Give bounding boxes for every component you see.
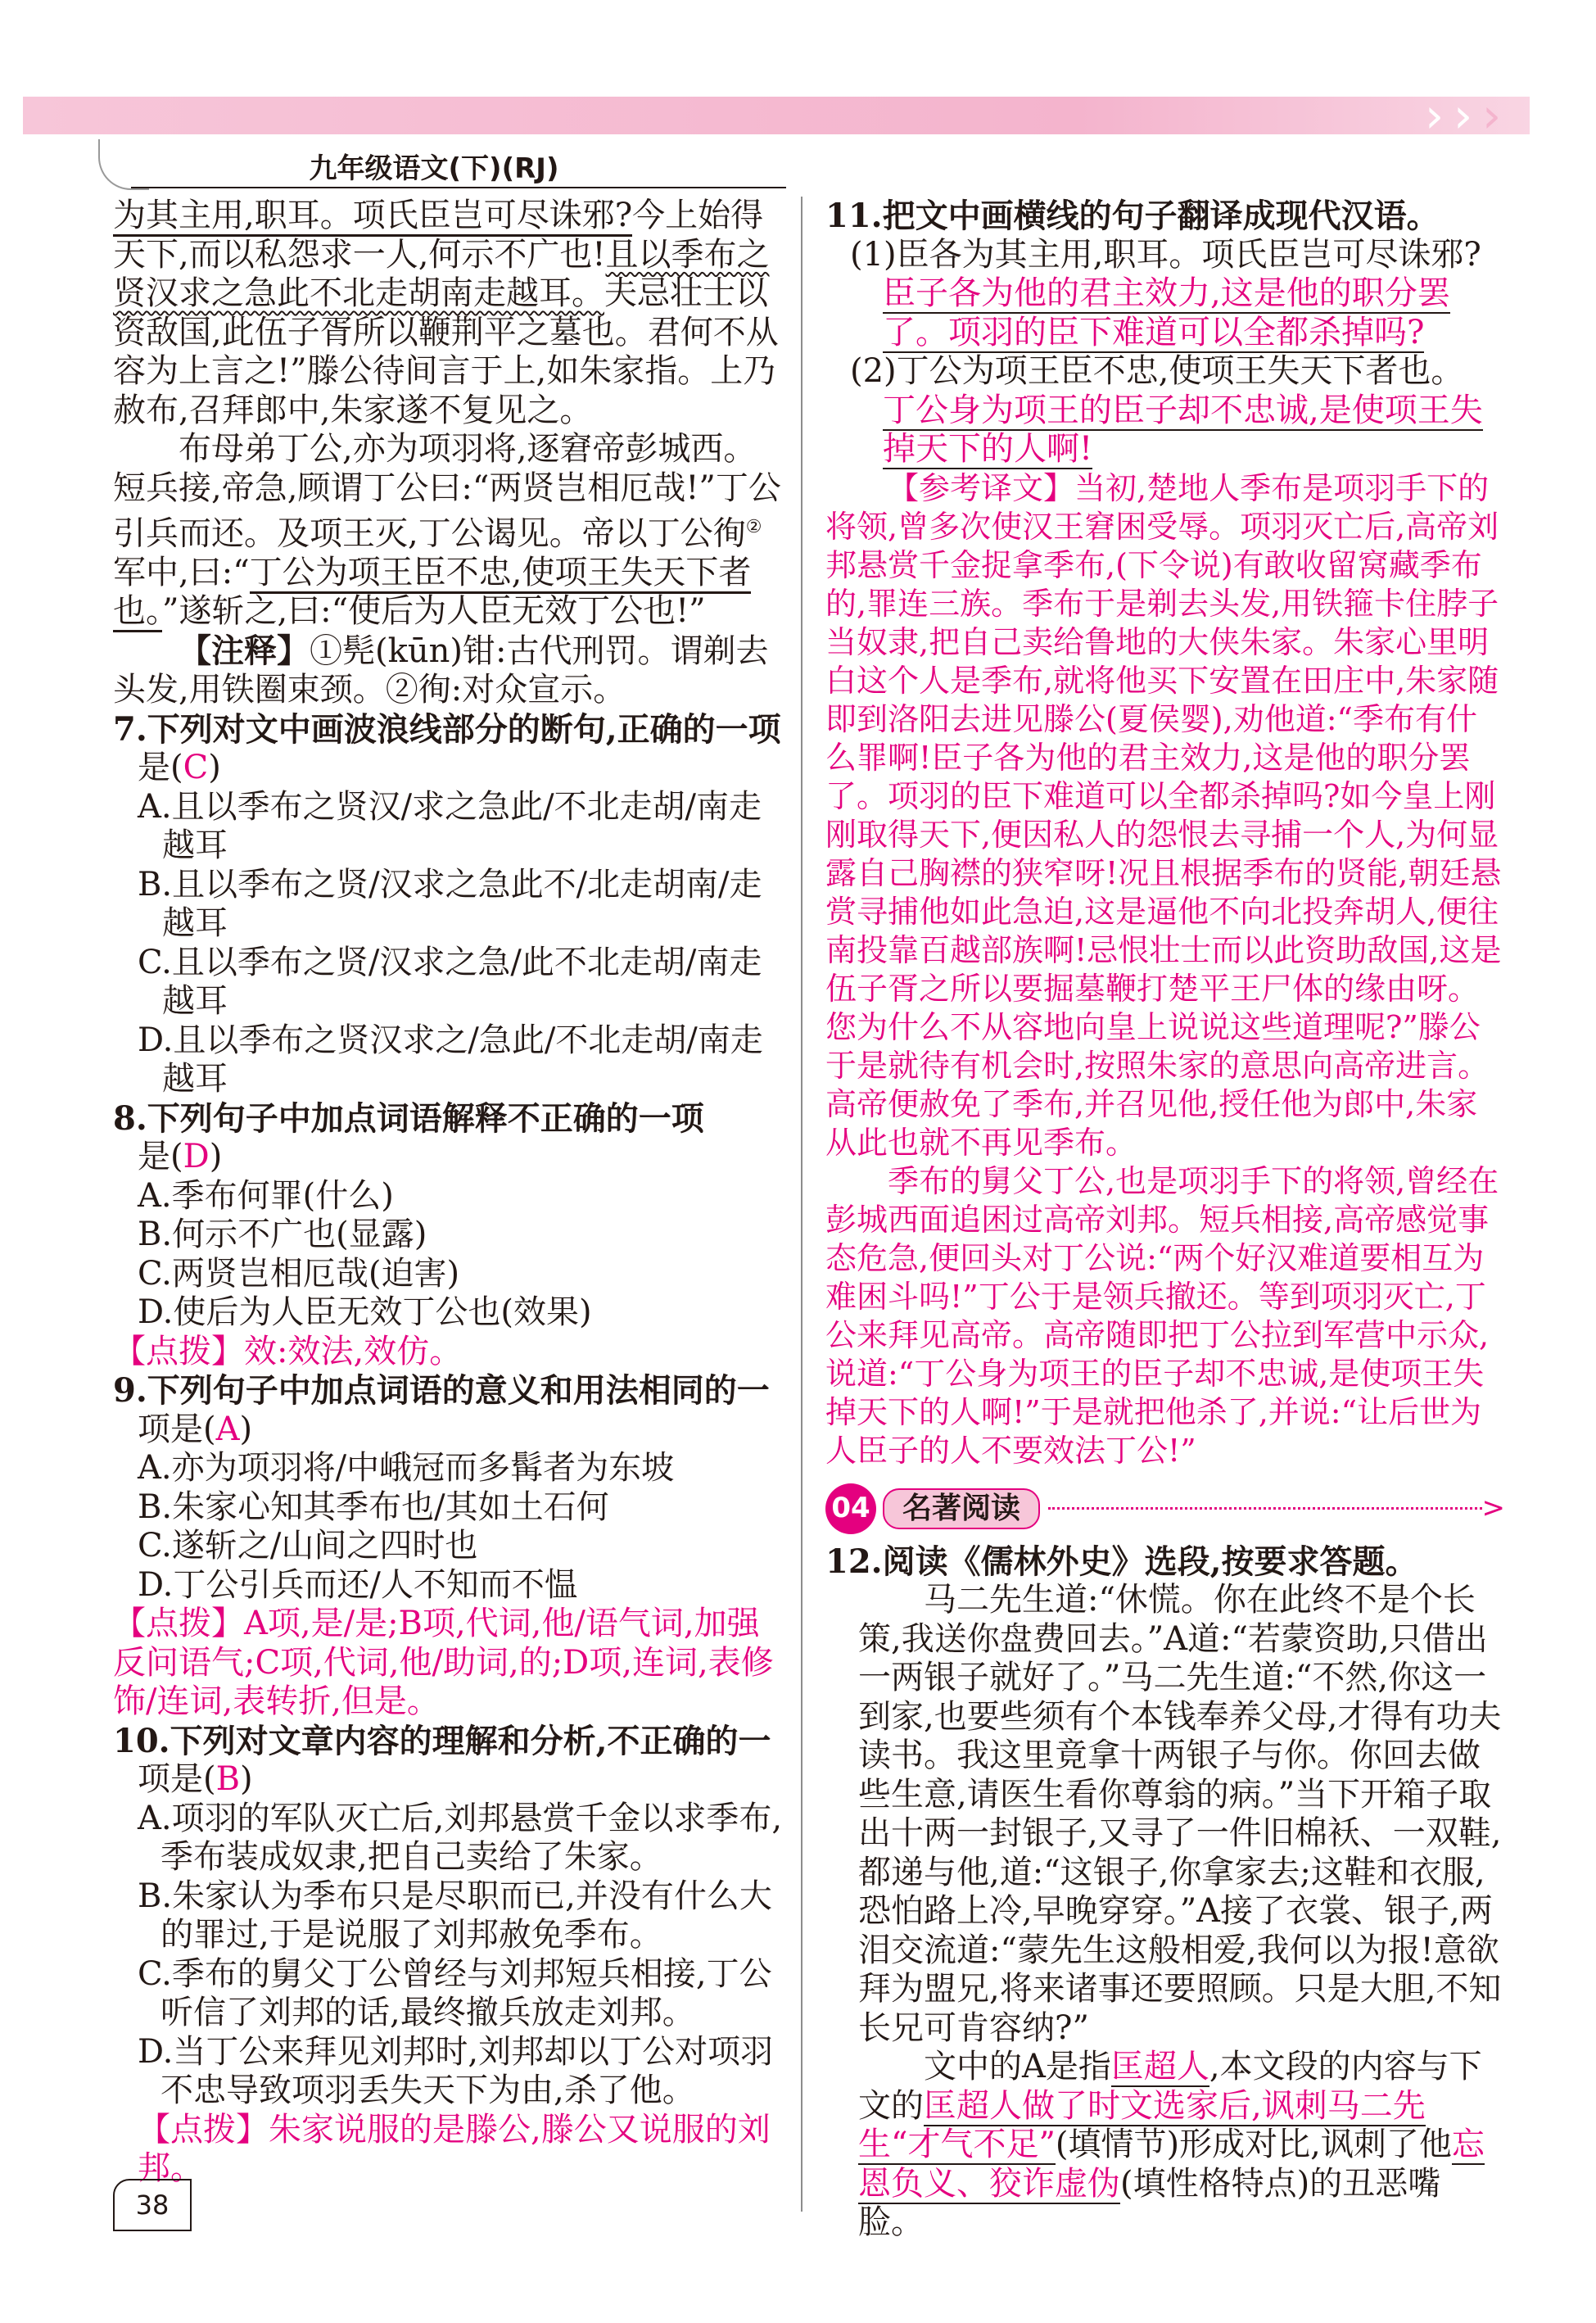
question-11-sentence-2: (2)丁公为项王臣不忠,使项王失天下者也。 bbox=[850, 352, 1464, 390]
answer-9: A bbox=[215, 1410, 240, 1448]
reference-translation-p2: 季布的舅父丁公,也是项羽手下的将领,曾经在彭城西面追困过高帝刘邦。短兵相接,高帝感觉事态危急,便回头对丁公说:“两个好汉难道要相互为难困斗吗!”丁公于是领兵撤还。等到项羽灭亡,丁公来拜见高帝。高帝随即把丁公拉到军营中示众,说道:“丁公身为项王的臣子却不忠诚,是使项王失掉天下的人啊!”于是就把他杀了,并说:“让后世为人臣子的人不要效法丁公!” bbox=[825, 1162, 1499, 1469]
answer-10: B bbox=[215, 1760, 241, 1799]
question-10-tip: 【点拨】朱家说服的是滕公,滕公又说服的刘邦。 bbox=[138, 2110, 771, 2188]
header-decoration bbox=[98, 139, 149, 190]
question-10-option-d: D.当丁公来拜见刘邦时,刘邦却以丁公对项羽不忠导致项羽丢失天下为由,杀了他。 bbox=[138, 2032, 774, 2110]
question-8-answer-line: 是(D) bbox=[138, 1138, 223, 1176]
question-7-stem: 7.下列对文中画波浪线部分的断句,正确的一项 bbox=[113, 709, 781, 749]
question-9-option-b: B.朱家心知其季布也/其如土石何 bbox=[138, 1488, 609, 1526]
question-11-answer-2: 丁公身为项王的臣子却不忠诚,是使项王失掉天下的人啊! bbox=[883, 391, 1483, 468]
answer-7: C bbox=[183, 749, 209, 787]
question-10-option-b: B.朱家认为季布只是尽职而已,并没有什么大的罪过,于是说服了刘邦赦免季布。 bbox=[138, 1877, 772, 1954]
reference-translation-p1: 【参考译文】当初,楚地人季布是项羽手下的将领,曾多次使汉王窘困受辱。项羽灭亡后,高帝刘邦悬赏千金捉拿季布,(下令说)有敢收留窝藏季布的,罪连三族。季布于是剃去头发,用铁箍卡住脖子当奴隶,把自己卖给鲁地的大侠朱家。朱家心里明白这个人是季布,就将他买下安置在田庄中,朱家随即到洛阳去进见滕公(夏侯婴),劝他道:“季布有什么罪啊!臣子各为他的君主效力,这是他的职分罢了。项羽的臣下难道可以全都杀掉吗?如今皇上刚刚取得天下,便因私人的怨恨去寻捕一个人,为何显露自己胸襟的狭窄呀!况且根据季布的贤能,朝廷悬赏寻捕他如此急迫,这是逼他不向北投奔胡人,便往南投靠百越部族啊!忌恨壮士而以此资助敌国,这是伍子胥之所以要掘墓鞭打楚平王尸体的缘由呀。您为什么不从容地向皇上说说这些道理呢?”滕公于是就待有机会时,按照朱家的意思向高帝进言。高帝便赦免了季布,并召见他,授任他为郎中,朱家从此也就不再见季布。 bbox=[825, 469, 1502, 1161]
question-7-answer-line: 是(C) bbox=[138, 749, 221, 787]
question-10-stem: 10.下列对文章内容的理解和分析,不正确的一 bbox=[113, 1721, 771, 1760]
passage-excerpt-1: 为其主用,职耳。项氏臣岂可尽诛邪?今上始得天下,而以私怨求一人,何示不广也!且以季布之贤汉求之急此不北走胡南走越耳。夫忌壮士以资敌国,此伍子胥所以鞭荆平之墓也。君何不从容为上言之!”滕公待间言于上,如朱家指。上乃赦布,召拜郎中,朱家遂不复见之。 bbox=[113, 197, 779, 429]
question-7-option-d: D.且以季布之贤汉求之/急此/不北走胡/南走 越耳 bbox=[138, 1021, 763, 1098]
question-10-option-a: A.项羽的军队灭亡后,刘邦悬赏千金以求季布,季布装成奴隶,把自己卖给了朱家。 bbox=[138, 1799, 783, 1877]
question-10-answer-line: 项是(B) bbox=[138, 1760, 253, 1799]
question-8-tip: 【点拨】效:效法,效仿。 bbox=[113, 1332, 463, 1370]
question-9-tip: 【点拨】A项,是/是;B项,代词,他/语气词,加强反问语气;C项,代词,他/助词,的;D项,连词,表修饰/连词,表转折,但是。 bbox=[113, 1605, 774, 1721]
question-8-option-d: D.使后为人臣无效丁公也(效果) bbox=[138, 1293, 592, 1332]
answer-8: D bbox=[183, 1138, 210, 1176]
arrow-right-icon: > bbox=[1481, 1491, 1505, 1524]
question-9-option-d: D.丁公引兵而还/人不知而不愠 bbox=[138, 1565, 577, 1604]
question-9-option-c: C.遂斩之/山间之四时也 bbox=[138, 1527, 478, 1565]
section-title: 名著阅读 bbox=[883, 1488, 1040, 1529]
section-header bbox=[825, 1480, 1505, 1537]
page-header-title: 九年级语文(下)(RJ) bbox=[309, 152, 559, 185]
question-10-option-c: C.季布的舅父丁公曾经与刘邦短兵相接,丁公听信了刘邦的话,最终撤兵放走刘邦。 bbox=[138, 1954, 772, 2032]
passage-excerpt-2: 布母弟丁公,亦为项羽将,逐窘帝彭城西。短兵接,帝急,顾谓丁公曰:“两贤岂相厄哉!”丁公引兵而还。及项王灭,丁公谒见。帝以丁公徇②军中,曰:“丁公为项王臣不忠,使项王失天下者也。”遂斩之,曰:“使后为人臣无效丁公也!” bbox=[113, 430, 784, 632]
chevron-right-icon: › bbox=[1454, 88, 1473, 143]
answer-12-2: 匡超人做了时文选家后,讽刺马二先生“才气不足” bbox=[858, 2086, 1426, 2163]
question-11-sentence-1: (1)臣各为其主用,职耳。项氏臣岂可尽诛邪? bbox=[850, 235, 1481, 274]
page-number: 38 bbox=[113, 2179, 192, 2231]
annotation-note: 【注释】①髡(kūn)钳:古代刑罚。谓剃去头发,用铁圈束颈。②徇:对众宣示。 bbox=[113, 631, 769, 709]
question-9-answer-line: 项是(A) bbox=[138, 1410, 253, 1448]
question-8-option-a: A.季布何罪(什么) bbox=[138, 1176, 394, 1215]
question-8-option-b: B.何示不广也(显露) bbox=[138, 1216, 427, 1254]
question-9-option-a: A.亦为项羽将/中峨冠而多髯者为东坡 bbox=[138, 1449, 675, 1488]
question-11-answer-1: 臣子各为他的君主效力,这是他的职分罢了。项羽的臣下难道可以全都杀掉吗? bbox=[883, 274, 1450, 351]
section-dotted-line bbox=[1048, 1507, 1481, 1510]
question-12-stem: 12.阅读《儒林外史》选段,按要求答题。 bbox=[825, 1542, 1418, 1581]
column-divider bbox=[801, 197, 803, 2212]
question-7-option-c: C.且以季布之贤/汉求之急/此不北走胡/南走 越耳 bbox=[138, 943, 762, 1021]
header-banner bbox=[23, 97, 1530, 134]
question-12-passage: 马二先生道:“休慌。你在此终不是个长策,我送你盘费回去。”A道:“若蒙资助,只借出一两银子就好了。”马二先生道:“不然,你这一到家,也要些须有个本钱奉养父母,才得有功夫读书。我这里竟拿十两银子与你。你回去做些生意,请医生看你尊翁的病。”当下开箱子取出十两一封银子,又寻了一件旧棉袄、一双鞋,都递与他,道:“这银子,你拿家去;这鞋和衣服,恐怕路上冷,早晚穿穿。”A接了衣裳、银子,两泪交流道:“蒙先生这般相爱,我何以为报!意欲拜为盟兄,将来诸事还要照顾。只是大胆,不知长兄可肯容纳?” bbox=[858, 1581, 1502, 2047]
right-column bbox=[825, 197, 1505, 2243]
question-12-prompt: 文中的A是指匡超人,本文段的内容与下文的匡超人做了时文选家后,讽刺马二先生“才气不足”(填情节)形成对比,讽刺了他忘恩负义、狡诈虚伪(填性格特点)的丑恶嘴脸。 bbox=[858, 2048, 1485, 2241]
question-7-option-a: A.且以季布之贤汉/求之急此/不北走胡/南走 越耳 bbox=[138, 787, 762, 865]
chevron-right-icon: › bbox=[1482, 88, 1502, 143]
chevron-right-icon: › bbox=[1425, 88, 1445, 143]
question-7-option-b: B.且以季布之贤/汉求之急此不/北走胡南/走 越耳 bbox=[138, 865, 762, 943]
question-11-stem: 11.把文中画横线的句子翻译成现代汉语。 bbox=[825, 197, 1440, 235]
answer-12-3: 忘恩负义、狡诈虚伪 bbox=[858, 2126, 1485, 2203]
question-8-option-c: C.两贤岂相厄哉(迫害) bbox=[138, 1254, 460, 1293]
left-column bbox=[113, 197, 784, 2189]
question-8-stem: 8.下列句子中加点词语解释不正确的一项 bbox=[113, 1098, 704, 1138]
question-9-stem: 9.下列句子中加点词语的意义和用法相同的一 bbox=[113, 1371, 770, 1411]
answer-12-1: 匡超人 bbox=[1110, 2048, 1209, 2085]
header-rule bbox=[131, 187, 786, 188]
section-number-badge: 04 bbox=[825, 1483, 876, 1534]
